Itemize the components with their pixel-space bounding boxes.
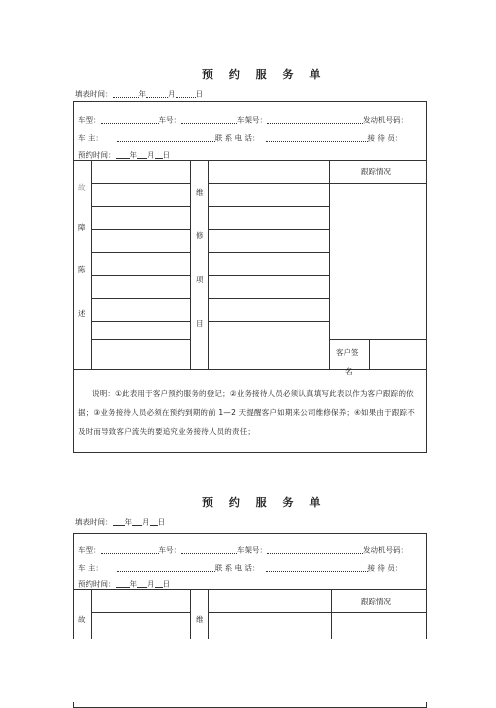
- day-blank[interactable]: [150, 517, 158, 526]
- fault-char: 障: [78, 223, 86, 232]
- owner-info-row: 车 主： 联 系 电 话： 接 待 员：: [78, 133, 403, 143]
- phone-field[interactable]: [266, 563, 368, 572]
- appt-day-field[interactable]: [155, 579, 163, 588]
- fault-char: 故: [78, 615, 86, 624]
- owner-field[interactable]: [117, 563, 215, 572]
- form-title: 预 约 服 务 单: [202, 496, 327, 509]
- fault-char: 故: [78, 183, 86, 192]
- repair-char: 修: [196, 231, 204, 240]
- note-divider: [73, 369, 427, 370]
- vehicle-info-row: 车型： 车号： 车架号： 发动机号码：: [78, 545, 408, 555]
- track-status-label: 跟踪情况: [361, 167, 391, 176]
- appt-year-field[interactable]: [116, 150, 130, 159]
- day-blank[interactable]: [176, 89, 196, 98]
- month-blank[interactable]: [146, 89, 168, 98]
- car-type-field[interactable]: [101, 545, 159, 554]
- header-divider: [73, 589, 427, 590]
- appt-day-field[interactable]: [155, 150, 163, 159]
- repair-char: 项: [196, 275, 204, 284]
- phone-field[interactable]: [266, 133, 368, 142]
- owner-field[interactable]: [117, 133, 215, 142]
- repair-char: 维: [196, 615, 204, 624]
- header-divider: [73, 160, 427, 161]
- appt-month-field[interactable]: [137, 150, 147, 159]
- customer-sign-label: 客户签: [336, 348, 359, 357]
- track-status-label: 跟踪情况: [361, 597, 391, 606]
- customer-sign-label-2: 名: [345, 367, 353, 376]
- frame-field[interactable]: [267, 115, 363, 124]
- year-blank[interactable]: [113, 517, 125, 526]
- form-note: 说明：①此表用于客户预约服务的登记；②业务接待人员必须认真填写此表以作为客户跟踪的依据；③业务接待人员必须在预约到期的前 1—2 天提醒客户如期来公司维修保养；④如果由于跟踪不及时而导致客户流失的要追究业务接待人员的责任；: [78, 389, 415, 436]
- plate-field[interactable]: [181, 115, 237, 124]
- appointment-time-row: 预约时间： 年 月 日: [78, 579, 170, 589]
- fault-char: 陈: [78, 265, 86, 274]
- appt-month-field[interactable]: [137, 579, 147, 588]
- month-blank[interactable]: [132, 517, 142, 526]
- appt-year-field[interactable]: [116, 579, 130, 588]
- vehicle-info-row: 车型： 车号： 车架号： 发动机号码：: [78, 115, 408, 125]
- fault-char: 述: [78, 309, 86, 318]
- plate-field[interactable]: [181, 545, 237, 554]
- repair-char: 维: [196, 188, 204, 197]
- form-title: 预 约 服 务 单: [202, 68, 327, 81]
- repair-char: 目: [196, 319, 204, 328]
- car-type-field[interactable]: [101, 115, 159, 124]
- year-blank[interactable]: [113, 89, 139, 98]
- fill-time-line: 填表时间： 年 月 日: [75, 89, 203, 99]
- fill-time-line: 填表时间： 年 月 日: [75, 517, 165, 527]
- owner-info-row: 车 主： 联 系 电 话： 接 待 员：: [78, 563, 403, 573]
- frame-field[interactable]: [267, 545, 363, 554]
- appointment-time-row: 预约时间： 年 月 日: [78, 150, 170, 160]
